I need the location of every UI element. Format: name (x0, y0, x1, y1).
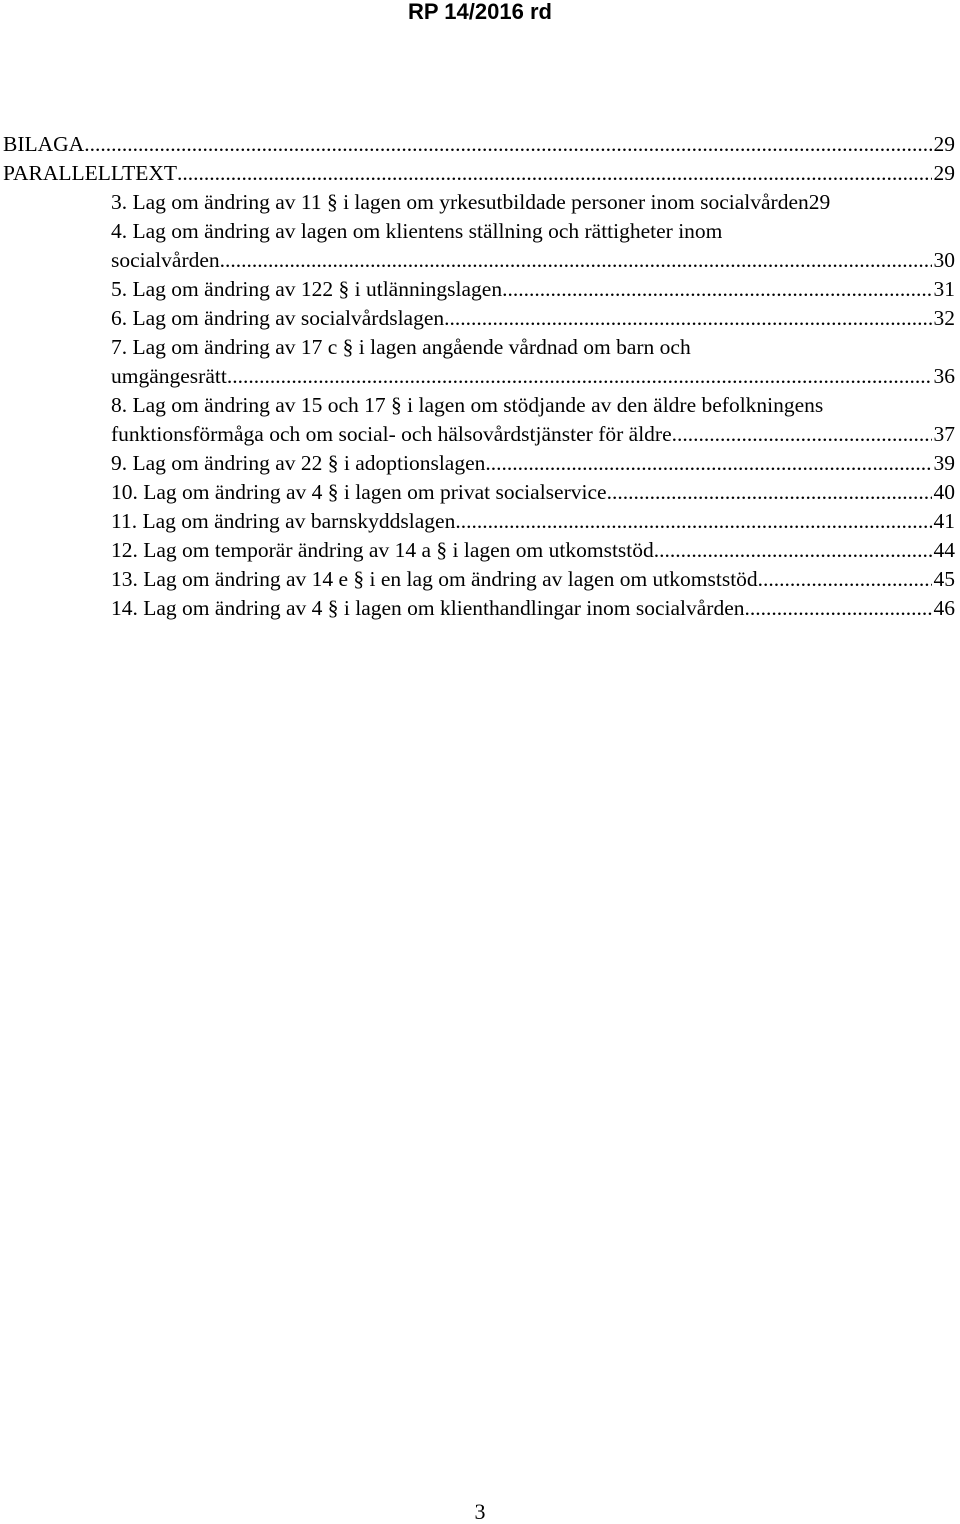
dot-leader (607, 478, 932, 507)
dot-leader (502, 275, 931, 304)
page-footer (0, 1500, 960, 1524)
document-id: RP 14/2016 rd (408, 0, 552, 24)
table-of-contents (0, 130, 960, 623)
dot-leader (455, 507, 931, 536)
toc-entry-title: socialvården (111, 248, 220, 272)
toc-entry-8-line2[interactable] (0, 420, 960, 449)
toc-entry-8-line1[interactable] (0, 391, 960, 420)
toc-entry-page: 36 (933, 364, 955, 388)
toc-entry-parallelltext[interactable] (0, 159, 960, 188)
toc-entry-page: 41 (933, 509, 955, 533)
toc-entry-title: 4. Lag om ändring av lagen om klientens ställning och rättigheter inom (111, 219, 723, 243)
toc-entry-7-line1[interactable] (0, 333, 960, 362)
toc-entry-9[interactable] (0, 449, 960, 478)
toc-entry-11[interactable] (0, 507, 960, 536)
toc-entry-bilaga[interactable] (0, 130, 960, 159)
document-header (0, 0, 960, 24)
toc-entry-page: 39 (933, 451, 955, 475)
toc-entry-title: 10. Lag om ändring av 4 § i lagen om privat socialservice (111, 480, 607, 504)
toc-entry-title: 12. Lag om temporär ändring av 14 a § i lagen om utkomststöd (111, 538, 654, 562)
dot-leader (745, 594, 932, 623)
toc-entry-7-line2[interactable] (0, 362, 960, 391)
toc-entry-page: 44 (933, 538, 955, 562)
toc-entry-title: 8. Lag om ändring av 15 och 17 § i lagen om stödjande av den äldre befolkningens (111, 393, 824, 417)
toc-entry-13[interactable] (0, 565, 960, 594)
toc-entry-10[interactable] (0, 478, 960, 507)
toc-entry-page: 30 (933, 248, 955, 272)
dot-leader (84, 130, 931, 159)
toc-entry-title: umgängesrätt (111, 364, 227, 388)
dot-leader (485, 449, 931, 478)
toc-entry-14[interactable] (0, 594, 960, 623)
toc-entry-page: 29 (808, 190, 831, 214)
toc-entry-page: 45 (933, 567, 955, 591)
toc-entry-4-line2[interactable] (0, 246, 960, 275)
dot-leader (758, 565, 932, 594)
toc-entry-4-line1[interactable] (0, 217, 960, 246)
toc-entry-page: 31 (933, 277, 955, 301)
toc-entry-12[interactable] (0, 536, 960, 565)
dot-leader (654, 536, 932, 565)
toc-entry-page: 37 (933, 422, 955, 446)
toc-entry-5[interactable] (0, 275, 960, 304)
toc-entry-page: 46 (933, 596, 955, 620)
toc-entry-3[interactable] (0, 188, 960, 217)
toc-entry-title: funktionsförmåga och om social- och hälsovårdstjänster för äldre (111, 422, 672, 446)
page-number: 3 (474, 1499, 486, 1524)
toc-entry-title: 7. Lag om ändring av 17 c § i lagen angående vårdnad om barn och (111, 335, 691, 359)
toc-entry-title: BILAGA (3, 132, 85, 156)
toc-entry-6[interactable] (0, 304, 960, 333)
toc-entry-title: 13. Lag om ändring av 14 e § i en lag om ändring av lagen om utkomststöd (111, 567, 758, 591)
toc-entry-title: PARALLELLTEXT (3, 161, 177, 185)
dot-leader (227, 362, 932, 391)
toc-entry-title: 6. Lag om ändring av socialvårdslagen (111, 306, 445, 330)
dot-leader (444, 304, 931, 333)
dot-leader (672, 420, 932, 449)
dot-leader (220, 246, 932, 275)
toc-entry-title: 5. Lag om ändring av 122 § i utlänningslagen (111, 277, 503, 301)
toc-entry-page: 32 (933, 306, 955, 330)
toc-entry-page: 40 (933, 480, 955, 504)
toc-entry-title: 11. Lag om ändring av barnskyddslagen (111, 509, 456, 533)
toc-entry-title: 14. Lag om ändring av 4 § i lagen om klienthandlingar inom socialvården (111, 596, 745, 620)
toc-entry-title: 9. Lag om ändring av 22 § i adoptionslagen (111, 451, 486, 475)
toc-entry-page: 29 (933, 132, 955, 156)
toc-entry-title: 3. Lag om ändring av 11 § i lagen om yrkesutbildade personer inom socialvården (111, 190, 809, 214)
dot-leader (177, 159, 932, 188)
toc-entry-page: 29 (933, 161, 955, 185)
